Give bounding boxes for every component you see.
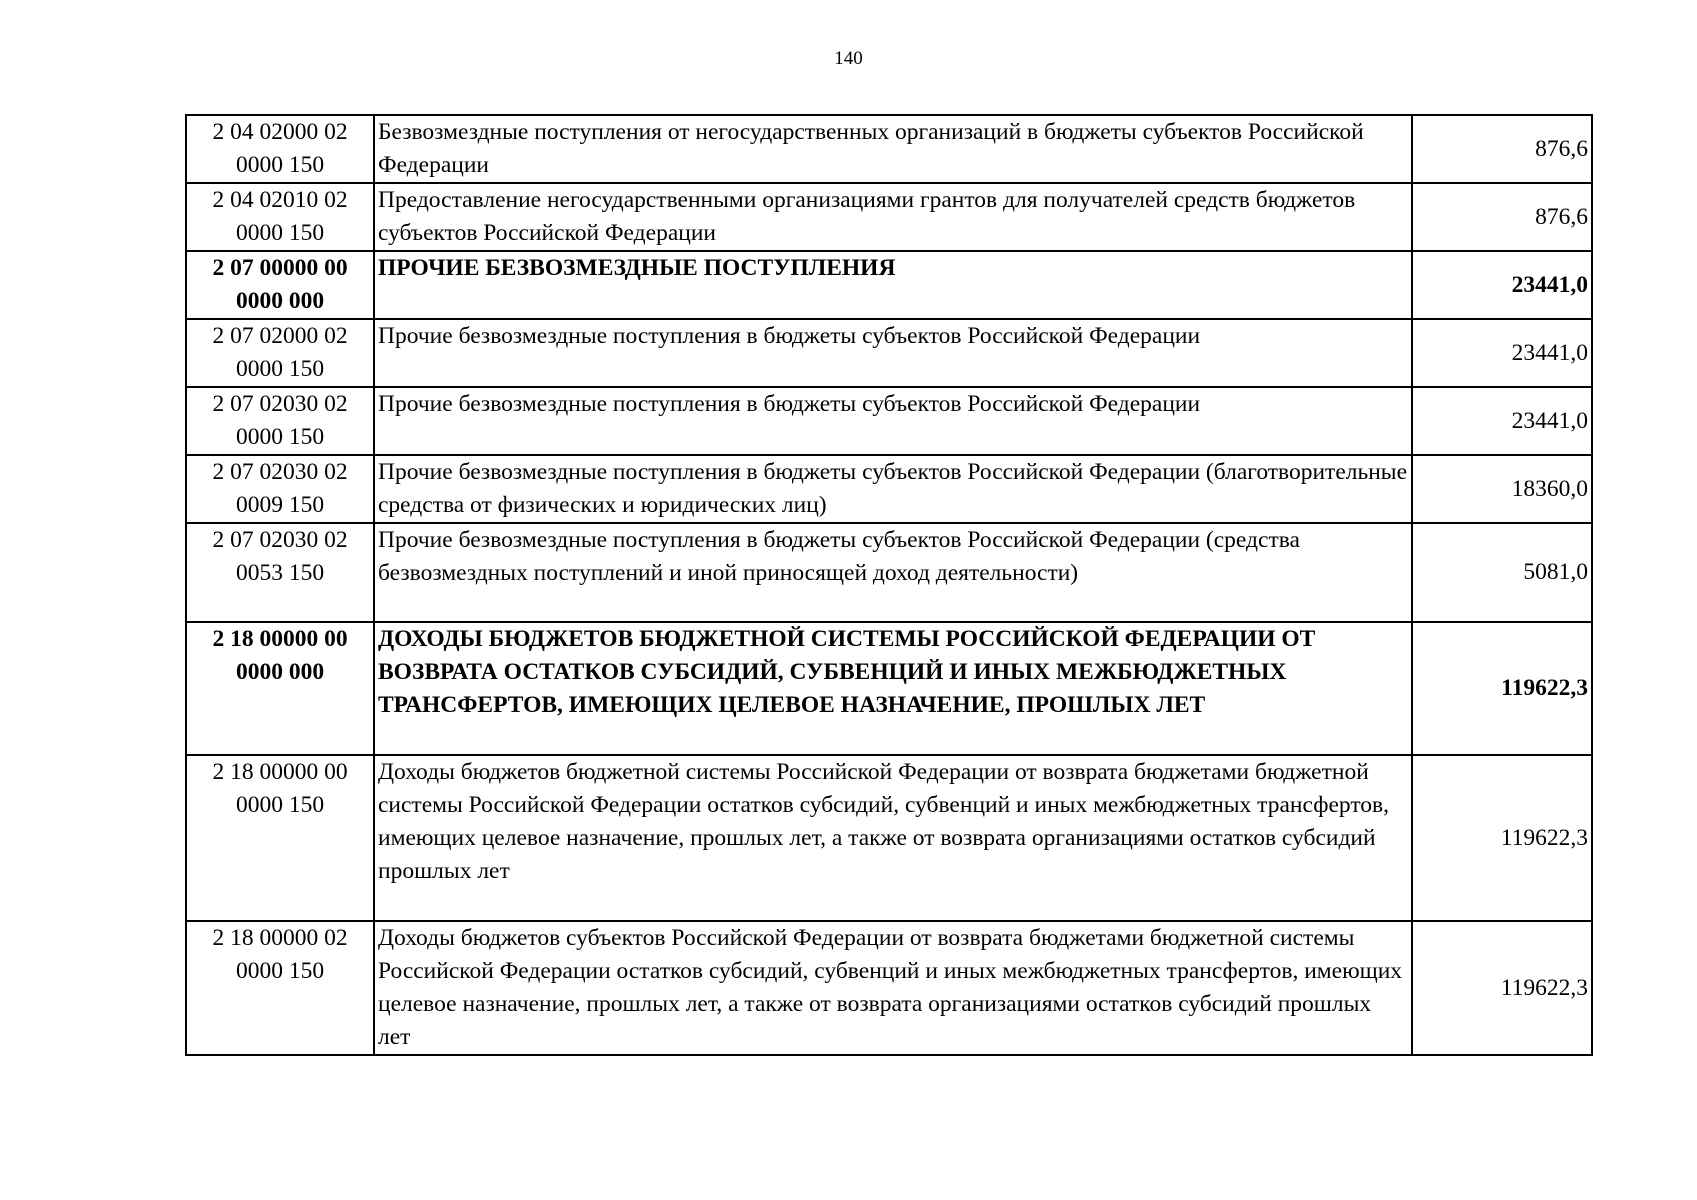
amount-cell: 5081,0: [1412, 523, 1592, 622]
budget-code-line: 2 07 02030 02: [212, 527, 348, 553]
budget-code-line: 2 07 02000 02: [212, 323, 348, 349]
table-row: [186, 755, 1592, 921]
budget-revenue-table: [185, 114, 1593, 1056]
budget-code-cell: [186, 251, 374, 319]
budget-code-line: 2 07 02030 02: [212, 459, 348, 485]
table-row: [186, 387, 1592, 455]
amount-cell: 119622,3: [1412, 755, 1592, 921]
budget-code-cell: [186, 523, 374, 622]
amount-cell: 23441,0: [1412, 387, 1592, 455]
budget-code-cell: [186, 622, 374, 755]
table-row-section-header: [186, 622, 1592, 755]
table-row: [186, 319, 1592, 387]
budget-code-line: 0053 150: [235, 560, 325, 586]
budget-code-cell: [186, 755, 374, 921]
revenue-name-cell: ПРОЧИЕ БЕЗВОЗМЕЗДНЫЕ ПОСТУПЛЕНИЯ: [374, 251, 1412, 319]
page-number: 140: [834, 48, 863, 69]
budget-code-line: 0000 150: [235, 958, 325, 984]
revenue-name-cell: Прочие безвозмездные поступления в бюджеты субъектов Российской Федерации (средства безвозмездных поступлений и иной приносящей доход деятельности): [374, 523, 1412, 622]
budget-code-line: 0000 150: [235, 152, 325, 178]
budget-code-line: 0009 150: [235, 492, 325, 518]
table-row: [186, 523, 1592, 622]
revenue-name-cell: ДОХОДЫ БЮДЖЕТОВ БЮДЖЕТНОЙ СИСТЕМЫ РОССИЙСКОЙ ФЕДЕРАЦИИ ОТ ВОЗВРАТА ОСТАТКОВ СУБСИДИЙ, СУБВЕНЦИЙ И ИНЫХ МЕЖБЮДЖЕТНЫХ ТРАНСФЕРТОВ, ИМЕЮЩИХ ЦЕЛЕВОЕ НАЗНАЧЕНИЕ, ПРОШЛЫХ ЛЕТ: [374, 622, 1412, 755]
budget-code-line: 0000 150: [235, 356, 325, 382]
table-row: [186, 115, 1592, 183]
table-row: [186, 455, 1592, 523]
amount-cell: 119622,3: [1412, 622, 1592, 755]
budget-code-cell: [186, 455, 374, 523]
budget-code-line: 0000 150: [235, 792, 325, 818]
revenue-name-cell: Доходы бюджетов субъектов Российской Федерации от возврата бюджетами бюджетной системы Российской Федерации остатков субсидий, субвенций и иных межбюджетных трансфертов, имеющих целевое назначение, прошлых лет, а также от возврата организациями остатков субсидий прошлых лет: [374, 921, 1412, 1055]
revenue-name-cell: Предоставление негосударственными организациями грантов для получателей средств бюджетов субъектов Российской Федерации: [374, 183, 1412, 251]
budget-code-line: 2 18 00000 02: [212, 925, 348, 951]
budget-code-cell: [186, 115, 374, 183]
budget-code-line: 2 07 00000 00: [212, 255, 348, 281]
revenue-name-cell: Безвозмездные поступления от негосударственных организаций в бюджеты субъектов Российской Федерации: [374, 115, 1412, 183]
amount-cell: 876,6: [1412, 183, 1592, 251]
budget-code-cell: [186, 319, 374, 387]
amount-cell: 23441,0: [1412, 251, 1592, 319]
budget-code-cell: [186, 921, 374, 1055]
budget-code-cell: [186, 183, 374, 251]
budget-code-cell: [186, 387, 374, 455]
table-row-section-header: [186, 251, 1592, 319]
amount-cell: 119622,3: [1412, 921, 1592, 1055]
budget-code-line: 0000 000: [235, 659, 325, 685]
revenue-name-cell: Доходы бюджетов бюджетной системы Российской Федерации от возврата бюджетами бюджетной системы Российской Федерации остатков субсидий, субвенций и иных межбюджетных трансфертов, имеющих целевое назначение, прошлых лет, а также от возврата организациями остатков субсидий прошлых лет: [374, 755, 1412, 921]
budget-code-line: 2 18 00000 00: [212, 759, 348, 785]
budget-code-line: 0000 150: [235, 220, 325, 246]
amount-cell: 18360,0: [1412, 455, 1592, 523]
table-row: [186, 183, 1592, 251]
amount-cell: 876,6: [1412, 115, 1592, 183]
amount-cell: 23441,0: [1412, 319, 1592, 387]
budget-code-line: 0000 000: [235, 288, 325, 314]
revenue-name-cell: Прочие безвозмездные поступления в бюджеты субъектов Российской Федерации (благотворительные средства от физических и юридических лиц): [374, 455, 1412, 523]
revenue-name-cell: Прочие безвозмездные поступления в бюджеты субъектов Российской Федерации: [374, 387, 1412, 455]
table-row: [186, 921, 1592, 1055]
budget-code-line: 2 04 02000 02: [212, 119, 348, 145]
budget-code-line: 0000 150: [235, 424, 325, 450]
budget-code-line: 2 04 02010 02: [212, 187, 348, 213]
budget-code-line: 2 07 02030 02: [212, 391, 348, 417]
revenue-name-cell: Прочие безвозмездные поступления в бюджеты субъектов Российской Федерации: [374, 319, 1412, 387]
budget-code-line: 2 18 00000 00: [212, 626, 348, 652]
